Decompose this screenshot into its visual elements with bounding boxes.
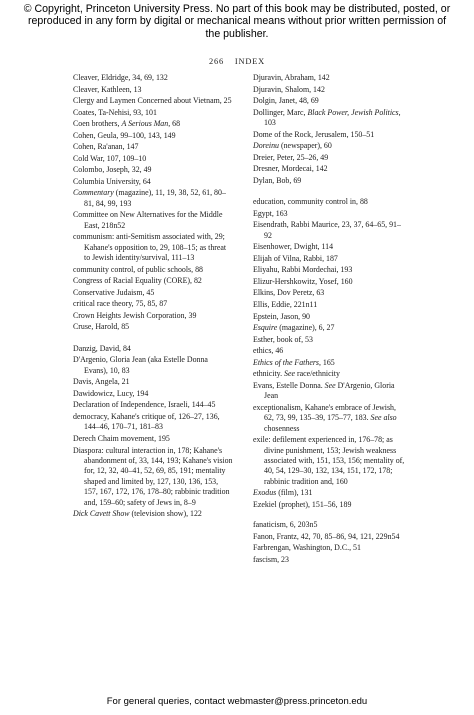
index-entry: communism: anti-Semitism associated with, 29; Kahane's opposition to, 29, 108–15; as threat to Jewish identity/survival, 111–13: [73, 232, 227, 263]
section-title: INDEX: [234, 57, 265, 66]
index-entry: Eliyahu, Rabbi Mordechai, 193: [253, 265, 353, 275]
index-column-right: [253, 73, 405, 566]
index-entry: Djuravin, Shalom, 142: [253, 84, 325, 94]
index-entry: Epstein, Jason, 90: [253, 311, 310, 321]
index-entry: Commentary (magazine), 11, 19, 38, 52, 61, 80–81, 84, 99, 193: [73, 188, 226, 208]
footer-contact: For general queries, contact webmaster@press.princeton.edu: [106, 696, 368, 707]
page-number: 266: [209, 57, 224, 66]
index-entry: Dollinger, Marc, Black Power, Jewish Politics, 103: [253, 107, 401, 128]
index-entry: Elkins, Dov Peretz, 63: [253, 288, 325, 298]
index-entry: Coen brothers, A Serious Man, 68: [73, 119, 181, 129]
index-entry: democracy, Kahane's critique of, 126–27, 136, 144–46, 170–71, 181–83: [73, 412, 220, 432]
index-entry: ethnicity. See race/ethnicity: [253, 369, 340, 379]
index-entry: Egypt, 163: [253, 208, 288, 218]
index-entry: Cruse, Harold, 85: [73, 322, 130, 332]
index-entry: Dome of the Rock, Jerusalem, 150–51: [253, 129, 375, 139]
index-entry: Declaration of Independence, Israeli, 144–45: [73, 400, 216, 410]
index-entry: Dylan, Bob, 69: [253, 175, 302, 185]
index-entry: exceptionalism, Kahane's embrace of Jewish, 62, 73, 99, 135–39, 175–77, 183. See also chosenness: [253, 402, 397, 433]
index-entry: Cleaver, Kathleen, 13: [73, 84, 142, 94]
index-entry: Ellis, Eddie, 221n11: [253, 299, 318, 309]
index-entry: Fanon, Frantz, 42, 70, 85–86, 94, 121, 229n54: [253, 531, 400, 541]
index-entry: exile: defilement experienced in, 176–78; as divine punishment, 153; Jewish weakness associated with, 151, 153, 156; mentality of, 40, 54, 129–30, 132, 134, 151, 172, 178; rabbinic tradition and, 160: [253, 435, 405, 486]
index-entry: critical race theory, 75, 85, 87: [73, 299, 168, 309]
index-entry: Crown Heights Jewish Corporation, 39: [73, 310, 197, 320]
index-entry: Derech Chaim movement, 195: [73, 433, 170, 443]
index-entry: Committee on New Alternatives for the Middle East, 218n52: [73, 210, 223, 230]
index-entry: Dawidowicz, Lucy, 194: [73, 388, 149, 398]
index-entry: Colombo, Joseph, 32, 49: [73, 165, 152, 175]
index-entry: Cohen, Ra'anan, 147: [73, 142, 139, 152]
index-entry: Farbrengan, Washington, D.C., 51: [253, 543, 361, 553]
copyright-notice: © Copyright, Princeton University Press. No part of this book may be distributed, posted, or reproduced in any form by digital or mechanical means without prior written permission of the publisher.: [23, 3, 451, 40]
index-entry: Exodus (film), 131: [253, 488, 313, 498]
index-entry: Cohen, Geula, 99–100, 143, 149: [73, 130, 176, 140]
index-entry: ethics, 46: [253, 346, 284, 356]
index-entry: Evans, Estelle Donna. See D'Argenio, Gloria Jean: [253, 380, 395, 401]
index-entry: Eisendrath, Rabbi Maurice, 23, 37, 64–65, 91–92: [253, 220, 401, 240]
index-entry: fanaticism, 6, 203n5: [253, 520, 318, 530]
index-entry: Diaspora: cultural interaction in, 178; Kahane's abandonment of, 33, 144, 193; Kahane's vision for, 12, 32, 40–41, 52, 69, 85, 191; mentality shaped and limited by, 127, 130, 136, 153, 157, 167, 172, 176, 178–80; rabbinic tradition and, 159–60; safety of Jews in, 8–9: [73, 445, 233, 507]
index-entry: Dreier, Peter, 25–26, 49: [253, 152, 329, 162]
index-entry: Dresner, Mordecai, 142: [253, 164, 328, 174]
index-entry: Elizur-Hershkowitz, Yosef, 160: [253, 276, 353, 286]
index-entry: Danzig, David, 84: [73, 343, 131, 353]
index-entry: Eisenhower, Dwight, 114: [253, 242, 334, 252]
index-entry: Clergy and Laymen Concerned about Vietnam, 25: [73, 96, 232, 106]
index-entry: Esther, book of, 53: [253, 334, 313, 344]
index-entry: community control, of public schools, 88: [73, 264, 203, 274]
index-entry: Dolgin, Janet, 48, 69: [253, 96, 319, 106]
index-entry: Coates, Ta-Nehisi, 93, 101: [73, 107, 157, 117]
index-entry: Congress of Racial Equality (CORE), 82: [73, 276, 202, 286]
index-entry: Ezekiel (prophet), 151–56, 189: [253, 499, 352, 509]
index-entry: Conservative Judaism, 45: [73, 287, 155, 297]
index-entry: Davis, Angela, 21: [73, 377, 130, 387]
index-entry: Ethics of the Fathers, 165: [253, 357, 335, 367]
index-column-left: [73, 73, 233, 521]
index-entry: Dick Cavett Show (television show), 122: [73, 509, 202, 519]
index-entry: Cold War, 107, 109–10: [73, 153, 147, 163]
running-head: [0, 57, 474, 66]
index-entry: fascism, 23: [253, 554, 289, 564]
index-entry: Cleaver, Eldridge, 34, 69, 132: [73, 73, 168, 82]
index-entry: D'Argenio, Gloria Jean (aka Estelle Donna Evans), 10, 83: [73, 355, 208, 375]
index-entry: Elijah of Vilna, Rabbi, 187: [253, 253, 338, 263]
index-entry: Esquire (magazine), 6, 27: [253, 323, 335, 333]
index-entry: Djuravin, Abraham, 142: [253, 73, 330, 82]
index-entry: Columbia University, 64: [73, 176, 151, 186]
index-entry: education, community control in, 88: [253, 197, 368, 207]
index-entry: Doreinu (newspaper), 60: [253, 141, 332, 151]
